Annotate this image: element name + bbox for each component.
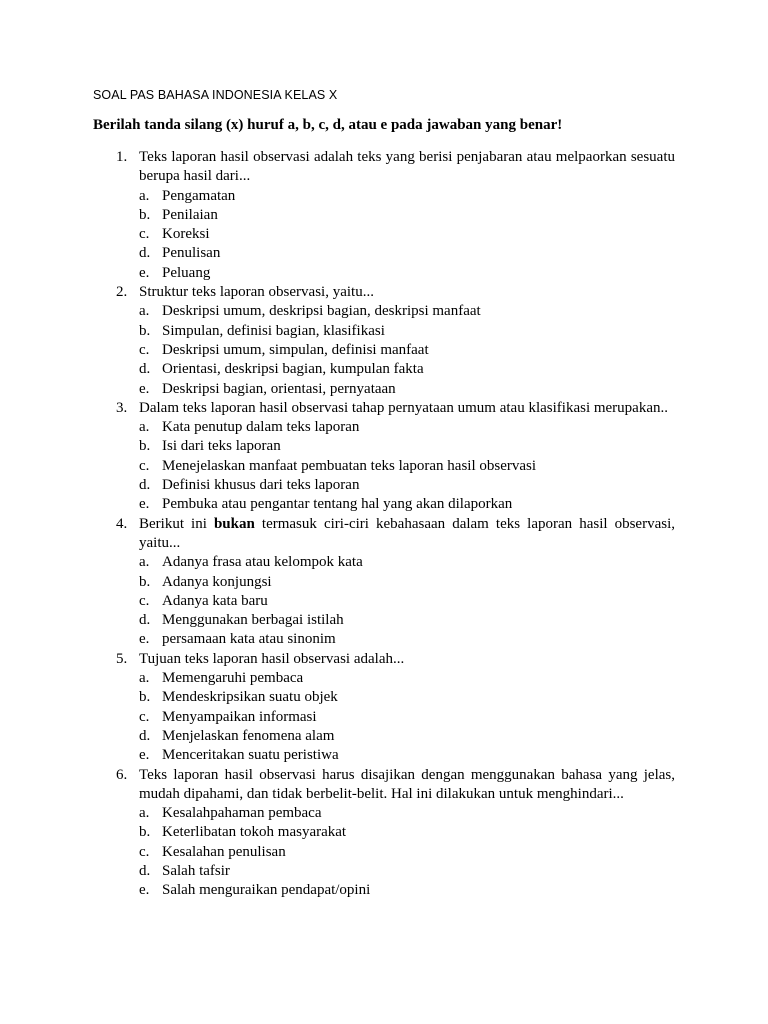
question-text: Dalam teks laporan hasil observasi tahap pernyataan umum atau klasifikasi merupakan.. xyxy=(139,399,668,416)
option-text: Memengaruhi pembaca xyxy=(162,670,304,687)
option-letter: b. xyxy=(139,824,151,841)
option-text: Salah menguraikan pendapat/opini xyxy=(162,882,371,899)
question-number: 3. xyxy=(116,399,128,416)
option-letter: a. xyxy=(139,303,150,320)
option-text: Adanya konjungsi xyxy=(162,573,272,590)
option-letter: e. xyxy=(139,631,150,648)
option-text: Menyampaikan informasi xyxy=(162,708,317,725)
option-letter: d. xyxy=(139,245,151,262)
option-text: Keterlibatan tokoh masyarakat xyxy=(162,824,347,841)
option-e xyxy=(139,630,675,649)
option-text: Pengamatan xyxy=(162,187,236,204)
option-letter: b. xyxy=(139,438,151,455)
option-letter: c. xyxy=(139,457,150,474)
option-letter: e. xyxy=(139,747,150,764)
question-text: Tujuan teks laporan hasil observasi adalah... xyxy=(139,650,405,667)
option-a xyxy=(139,669,675,688)
option-text: Adanya frasa atau kelompok kata xyxy=(162,554,363,571)
option-d xyxy=(139,862,675,881)
option-letter: c. xyxy=(139,708,150,725)
option-e xyxy=(139,881,675,900)
question-text xyxy=(139,515,675,554)
option-letter: d. xyxy=(139,612,151,629)
option-text: Penilaian xyxy=(162,206,218,223)
option-b xyxy=(139,688,675,707)
option-d xyxy=(139,476,675,495)
option-letter: e. xyxy=(139,496,150,513)
question-list xyxy=(93,148,675,901)
option-a xyxy=(139,553,675,572)
option-d xyxy=(139,611,675,630)
option-letter: e. xyxy=(139,882,150,899)
option-text: Pembuka atau pengantar tentang hal yang akan dilaporkan xyxy=(162,496,513,513)
option-letter: b. xyxy=(139,322,151,339)
option-letter: b. xyxy=(139,689,151,706)
option-d xyxy=(139,727,675,746)
option-text: Menejelaskan manfaat pembuatan teks laporan hasil observasi xyxy=(162,457,537,474)
option-list xyxy=(139,187,675,283)
option-text: Menjelaskan fenomena alam xyxy=(162,727,335,744)
option-b xyxy=(139,437,675,456)
option-list xyxy=(139,804,675,900)
option-text: Mendeskripsikan suatu objek xyxy=(162,689,338,706)
option-e xyxy=(139,380,675,399)
option-text: Menceritakan suatu peristiwa xyxy=(162,747,339,764)
option-d xyxy=(139,244,675,263)
option-letter: a. xyxy=(139,554,150,571)
question-3 xyxy=(93,399,675,515)
question-text: Struktur teks laporan observasi, yaitu... xyxy=(139,284,374,301)
question-emphasis: bukan xyxy=(213,515,255,532)
option-c xyxy=(139,457,675,476)
question-6 xyxy=(93,766,675,901)
question-number: 6. xyxy=(116,766,128,783)
question-number: 4. xyxy=(116,515,128,532)
option-b xyxy=(139,322,675,341)
option-text: Definisi khusus dari teks laporan xyxy=(162,477,360,494)
option-list xyxy=(139,669,675,765)
option-list xyxy=(139,302,675,398)
option-letter: e. xyxy=(139,264,150,281)
option-letter: d. xyxy=(139,862,151,879)
option-text: Koreksi xyxy=(162,226,210,243)
option-e xyxy=(139,264,675,283)
option-b xyxy=(139,823,675,842)
option-letter: a. xyxy=(139,670,150,687)
option-letter: e. xyxy=(139,380,150,397)
question-text-part: termasuk ciri-ciri kebahasaan dalam teks laporan hasil observasi, yaitu... xyxy=(139,515,675,551)
option-letter: c. xyxy=(139,226,150,243)
option-letter: d. xyxy=(139,727,151,744)
question-number: 1. xyxy=(116,149,128,165)
option-letter: c. xyxy=(139,592,150,609)
option-c xyxy=(139,225,675,244)
question-text-part: Berikut ini xyxy=(139,515,214,532)
option-b xyxy=(139,573,675,592)
question-number: 2. xyxy=(116,284,128,301)
option-a xyxy=(139,302,675,321)
option-letter: a. xyxy=(139,187,150,204)
option-letter: c. xyxy=(139,341,150,358)
option-list xyxy=(139,553,675,649)
option-c xyxy=(139,341,675,360)
question-1 xyxy=(93,148,675,283)
question-number: 5. xyxy=(116,650,128,667)
question-5 xyxy=(93,650,675,766)
option-text: Isi dari teks laporan xyxy=(162,438,281,455)
option-letter: a. xyxy=(139,419,150,436)
option-letter: c. xyxy=(139,843,150,860)
option-letter: b. xyxy=(139,573,151,590)
option-text: Menggunakan berbagai istilah xyxy=(162,612,344,629)
option-text: Penulisan xyxy=(162,245,221,262)
option-letter: d. xyxy=(139,477,151,494)
option-letter: b. xyxy=(139,206,151,223)
option-text: Simpulan, definisi bagian, klasifikasi xyxy=(162,322,385,339)
option-c xyxy=(139,592,675,611)
option-e xyxy=(139,746,675,765)
option-a xyxy=(139,804,675,823)
option-list xyxy=(139,418,675,514)
option-text: Kata penutup dalam teks laporan xyxy=(162,419,360,436)
question-4 xyxy=(93,515,675,650)
option-text: Orientasi, deskripsi bagian, kumpulan fakta xyxy=(162,361,424,378)
question-text: Teks laporan hasil observasi adalah teks yang berisi penjabaran atau melpaorkan sesuatu berupa hasil dari... xyxy=(139,149,675,185)
option-a xyxy=(139,418,675,437)
option-text: Salah tafsir xyxy=(162,862,230,879)
option-e xyxy=(139,495,675,514)
option-text: Deskripsi umum, simpulan, definisi manfaat xyxy=(162,341,429,358)
option-b xyxy=(139,206,675,225)
option-c xyxy=(139,843,675,862)
question-2 xyxy=(93,283,675,399)
option-text: Peluang xyxy=(162,264,211,281)
option-letter: d. xyxy=(139,361,151,378)
question-text: Teks laporan hasil observasi harus disajikan dengan menggunakan bahasa yang jelas, mudah dipahami, dan tidak berbelit-belit. Hal ini dilakukan untuk menghindari... xyxy=(139,766,675,802)
option-text: Deskripsi bagian, orientasi, pernyataan xyxy=(162,380,396,397)
document-title: SOAL PAS BAHASA INDONESIA KELAS X xyxy=(93,88,338,102)
option-text: Kesalahan penulisan xyxy=(162,843,286,860)
option-text: persamaan kata atau sinonim xyxy=(162,631,336,648)
instruction-text: Berilah tanda silang (x) huruf a, b, c, d, atau e pada jawaban yang benar! xyxy=(93,117,563,133)
option-c xyxy=(139,708,675,727)
option-letter: a. xyxy=(139,805,150,822)
option-text: Adanya kata baru xyxy=(162,592,268,609)
option-text: Deskripsi umum, deskripsi bagian, deskripsi manfaat xyxy=(162,303,481,320)
option-a xyxy=(139,187,675,206)
option-d xyxy=(139,360,675,379)
option-text: Kesalahpahaman pembaca xyxy=(162,805,322,822)
